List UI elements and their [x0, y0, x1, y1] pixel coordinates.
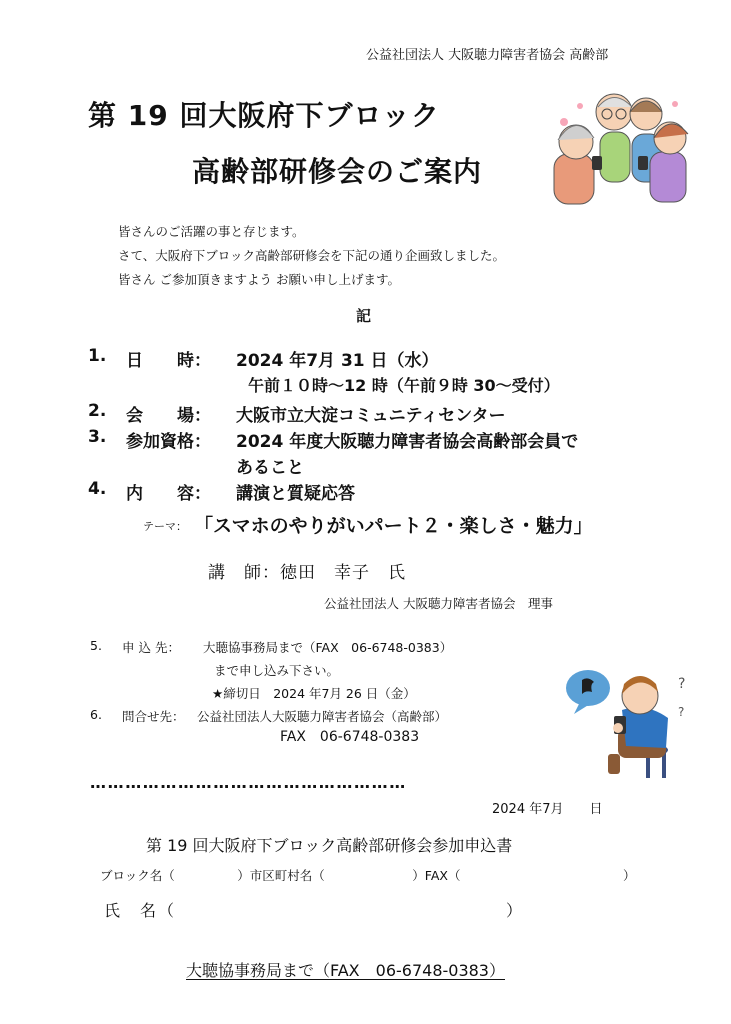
apply-label: 申 込 先：: [122, 640, 180, 655]
item-value: 2024 年7月 31 日（水）: [236, 351, 439, 371]
ki-heading: 記: [356, 307, 372, 325]
intro-line: 皆さんのご活躍の事と存じます。: [118, 224, 305, 239]
item-number: 3.: [88, 427, 107, 447]
lecturer-name: 講 師：徳田 幸子 氏: [208, 563, 406, 583]
page-title-line2: 高齢部研修会のご案内: [192, 155, 483, 188]
item-value: 2024 年度大阪聴力障害者協会高齢部会員で: [236, 432, 579, 452]
page-title-line1: 第 19 回大阪府下ブロック: [88, 99, 440, 132]
intro-line: 皆さん ご参加頂きますよう お願い申し上げます。: [118, 272, 400, 287]
apply-deadline: ★締切日 2024 年7月 26 日（金）: [212, 686, 416, 701]
item-value: 講演と質疑応答: [236, 484, 355, 504]
form-info-row: [100, 866, 635, 884]
fax-field[interactable]: FAX（ ）: [424, 868, 636, 883]
contact-label: 問合せ先：: [122, 709, 185, 724]
apply-line2: まで申し込み下さい。: [214, 663, 340, 678]
item-number: 2.: [88, 401, 107, 421]
name-label: 氏 名（: [104, 901, 177, 920]
svg-text:?: ?: [678, 705, 685, 719]
block-name-field[interactable]: ブロック名（ ）: [100, 868, 250, 883]
contact-number: 6.: [90, 707, 102, 722]
item-label: 日 時：: [126, 351, 211, 371]
name-close: ）: [506, 901, 525, 920]
lecturer-organization: 公益社団法人 大阪聴力障害者協会 理事: [324, 596, 553, 611]
item-date-time: 午前１０時～12 時（午前９時 30～受付）: [248, 376, 560, 395]
item-number: 1.: [88, 346, 107, 366]
apply-number: 5.: [90, 638, 102, 653]
item-qualification-line2: あること: [236, 458, 304, 478]
form-date: 2024 年7月 日: [492, 802, 603, 817]
intro-line: さて、大阪府下ブロック高齢部研修会を下記の通り企画致しました。: [118, 248, 506, 263]
cut-line: ………………………………………………: [90, 773, 407, 792]
item-value: 大阪市立大淀コミュニティセンター: [236, 406, 506, 426]
theme-label: テーマ：: [143, 520, 187, 533]
contact-line1: 公益社団法人大阪聴力障害者協会（高齢部）: [197, 709, 448, 724]
name-field[interactable]: [104, 898, 524, 921]
item-label: 内 容：: [126, 484, 211, 504]
man-smartphone-illustration: [560, 658, 696, 780]
elderly-group-illustration: [540, 82, 700, 208]
svg-text:?: ?: [678, 676, 686, 692]
theme-title: 「スマホのやりがいパート２・楽しさ・魅力」: [194, 515, 593, 537]
item-label: 会 場：: [126, 406, 211, 426]
item-number: 4.: [88, 479, 107, 499]
footer-contact: 大聴協事務局まで（FAX 06-6748-0383）: [186, 961, 505, 980]
city-name-field[interactable]: 市区町村名（ ）: [249, 868, 425, 883]
apply-line1: 大聴協事務局まで（FAX 06-6748-0383）: [203, 640, 453, 655]
form-title: 第 19 回大阪府下ブロック高齢部研修会参加申込書: [146, 836, 513, 855]
organization-header: 公益社団法人 大阪聴力障害者協会 高齢部: [366, 48, 609, 63]
contact-fax: FAX 06-6748-0383: [280, 729, 420, 745]
item-label: 参加資格：: [126, 432, 211, 452]
